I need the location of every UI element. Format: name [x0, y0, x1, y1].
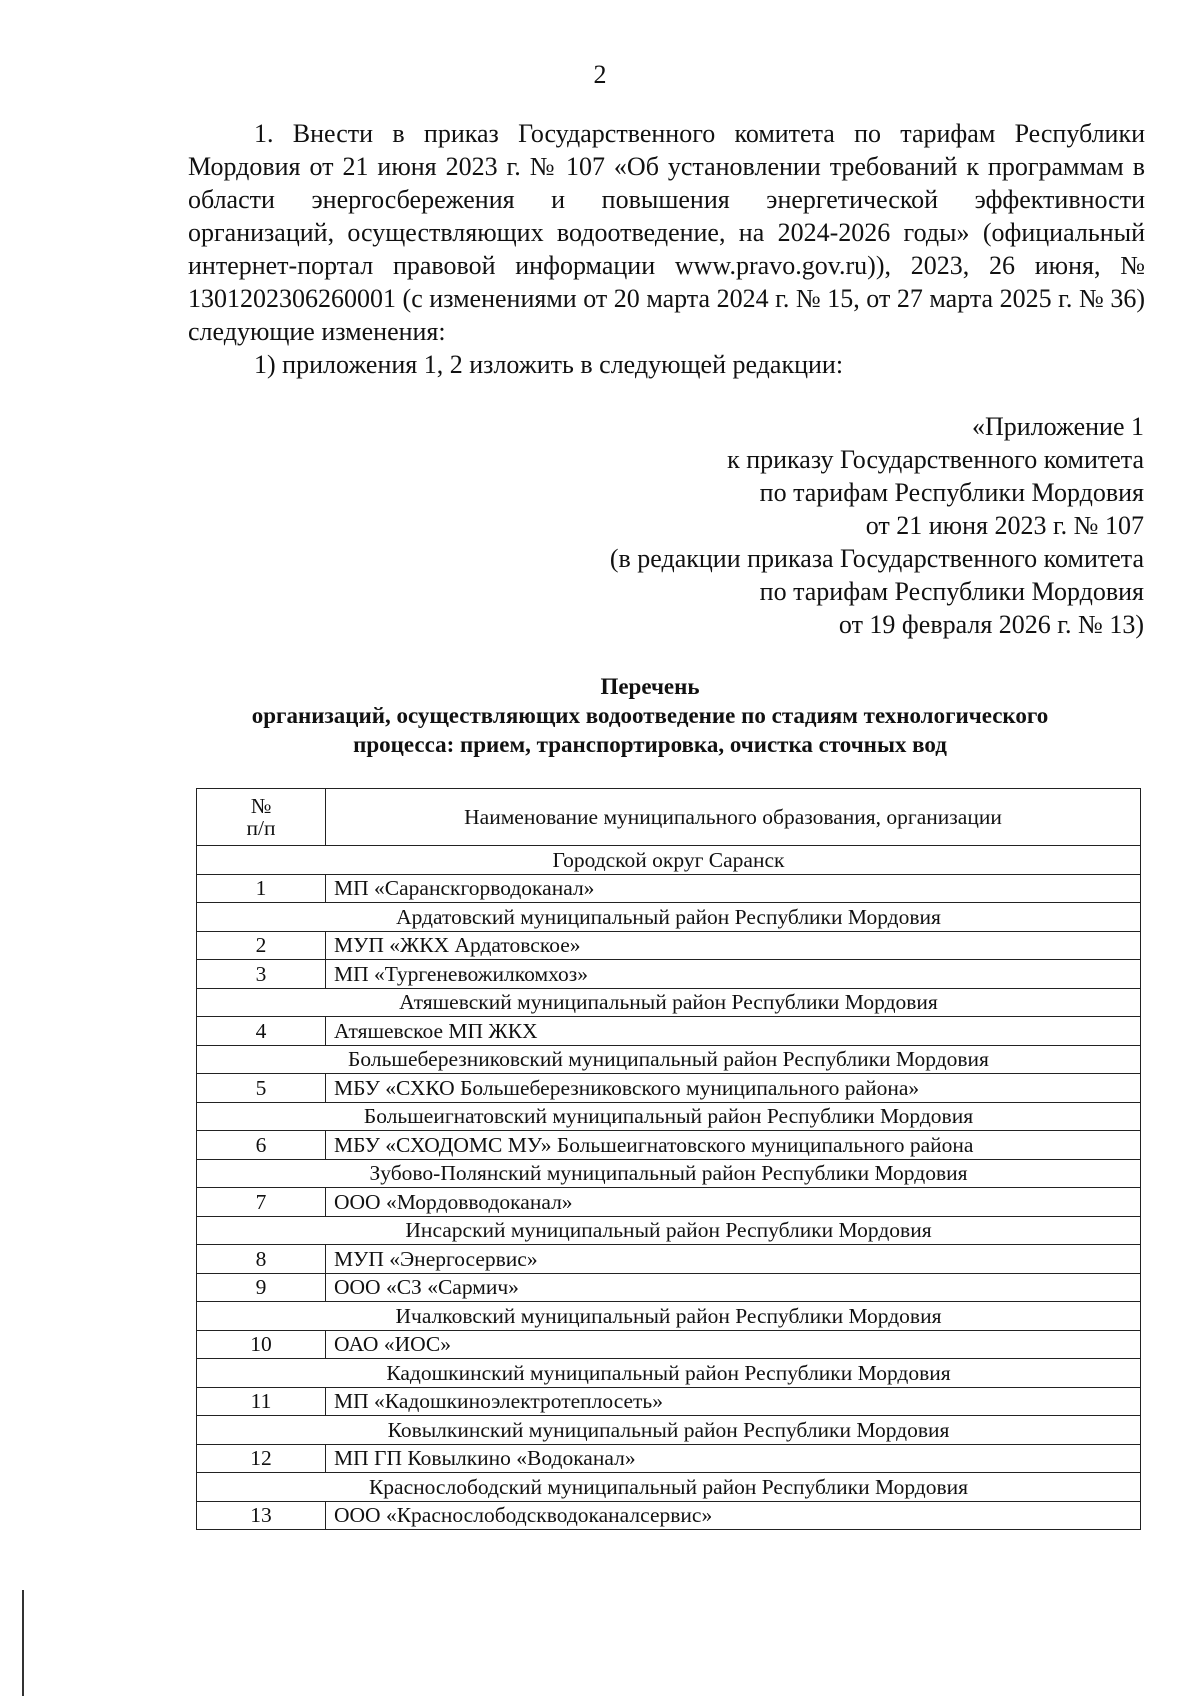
organization-name: МУП «Энергосервис»: [326, 1245, 1141, 1274]
appendix-line: «Приложение 1: [971, 412, 1144, 441]
district-name: Атяшевский муниципальный район Республики Мордовия: [197, 988, 1141, 1017]
organization-name: ООО «Мордовводоканал»: [326, 1188, 1141, 1217]
row-number: 9: [197, 1273, 326, 1302]
appendix-line: к приказу Государственного комитета: [727, 445, 1144, 474]
district-name: Ичалковский муниципальный район Республики Мордовия: [197, 1302, 1141, 1331]
district-name: Городской округ Саранск: [197, 846, 1141, 875]
organization-name: МП «Кадошкиноэлектротеплосеть»: [326, 1387, 1141, 1416]
table-row: [197, 1387, 1141, 1416]
table-row: [197, 931, 1141, 960]
header-number: [197, 789, 326, 846]
district-row: [197, 1102, 1141, 1131]
header-name: Наименование муниципального образования, организации: [326, 789, 1141, 846]
appendix-line: по тарифам Республики Мордовия: [759, 577, 1144, 606]
row-number: 6: [197, 1131, 326, 1160]
district-row: [197, 1216, 1141, 1245]
table-header-row: [197, 789, 1141, 846]
appendix-line: от 19 февраля 2026 г. № 13): [838, 610, 1144, 639]
header-number-line: №: [250, 794, 272, 818]
district-name: Большеберезниковский муниципальный район Республики Мордовия: [197, 1045, 1141, 1074]
row-number: 1: [197, 874, 326, 903]
table-row: [197, 1444, 1141, 1473]
district-name: Краснослободский муниципальный район Республики Мордовия: [197, 1473, 1141, 1502]
table-row: [197, 874, 1141, 903]
row-number: 10: [197, 1330, 326, 1359]
district-row: [197, 1045, 1141, 1074]
table-row: [197, 1074, 1141, 1103]
table-row: [197, 1501, 1141, 1530]
row-number: 5: [197, 1074, 326, 1103]
district-row: [197, 903, 1141, 932]
row-number: 7: [197, 1188, 326, 1217]
organization-name: ООО «СЗ «Сармич»: [326, 1273, 1141, 1302]
district-row: [197, 1359, 1141, 1388]
appendix-heading: [444, 410, 1144, 641]
organizations-table: [196, 788, 1141, 1530]
district-name: Кадошкинский муниципальный район Республики Мордовия: [197, 1359, 1141, 1388]
table-row: [197, 1330, 1141, 1359]
amendment-item-paragraph: 1) приложения 1, 2 изложить в следующей редакции:: [254, 350, 844, 379]
organization-name: Атяшевское МП ЖКХ: [326, 1017, 1141, 1046]
table-row: [197, 1188, 1141, 1217]
organization-name: МУП «ЖКХ Ардатовское»: [326, 931, 1141, 960]
table-row: [197, 1131, 1141, 1160]
organization-name: МБУ «СХКО Большеберезниковского муниципального района»: [326, 1074, 1141, 1103]
row-number: 2: [197, 931, 326, 960]
organization-name: МБУ «СХОДОМС МУ» Большеигнатовского муниципального района: [326, 1131, 1141, 1160]
row-number: 8: [197, 1245, 326, 1274]
table-row: [197, 1245, 1141, 1274]
appendix-line: (в редакции приказа Государственного комитета: [609, 544, 1144, 573]
list-title-line: организаций, осуществляющих водоотведение по стадиям технологического: [251, 703, 1049, 728]
district-row: [197, 1159, 1141, 1188]
district-name: Большеигнатовский муниципальный район Республики Мордовия: [197, 1102, 1141, 1131]
header-number-line: п/п: [246, 816, 276, 840]
organization-name: ООО «Краснослободскводоканалсервис»: [326, 1501, 1141, 1530]
organization-name: МП «Саранскгорводоканал»: [326, 874, 1141, 903]
district-name: Зубово-Полянский муниципальный район Республики Мордовия: [197, 1159, 1141, 1188]
district-row: [197, 1473, 1141, 1502]
scan-margin-line: [22, 1590, 24, 1696]
organization-name: МП «Тургеневожилкомхоз»: [326, 960, 1141, 989]
list-title: [150, 672, 1150, 759]
list-title-line: Перечень: [600, 674, 700, 699]
table-row: [197, 1017, 1141, 1046]
appendix-line: по тарифам Республики Мордовия: [759, 478, 1144, 507]
amendment-text: [188, 117, 1145, 381]
district-row: [197, 1302, 1141, 1331]
appendix-line: от 21 июня 2023 г. № 107: [865, 511, 1144, 540]
amendment-paragraph: 1. Внести в приказ Государственного комитета по тарифам Республики Мордовия от 21 июня 2023 г. № 107 «Об установлении требований к программам в области энергосбережения и повышения энергетической эффективности организаций, осуществляющих водоотведение, на 2024-2026 годы» (официальный интернет-портал правовой информации www.pravo.gov.ru)), 2023, 26 июня, № 1301202306260001 (с изменениями от 20 марта 2024 г. № 15, от 27 марта 2025 г. № 36) следующие изменения:: [188, 119, 1145, 346]
district-row: [197, 988, 1141, 1017]
district-row: [197, 1416, 1141, 1445]
organization-name: МП ГП Ковылкино «Водоканал»: [326, 1444, 1141, 1473]
row-number: 3: [197, 960, 326, 989]
district-name: Инсарский муниципальный район Республики Мордовия: [197, 1216, 1141, 1245]
table-row: [197, 960, 1141, 989]
organization-name: ОАО «ИОС»: [326, 1330, 1141, 1359]
row-number: 4: [197, 1017, 326, 1046]
table-body: [197, 846, 1141, 1530]
page-number: 2: [593, 60, 607, 89]
row-number: 12: [197, 1444, 326, 1473]
row-number: 11: [197, 1387, 326, 1416]
district-name: Ардатовский муниципальный район Республики Мордовия: [197, 903, 1141, 932]
district-name: Ковылкинский муниципальный район Республики Мордовия: [197, 1416, 1141, 1445]
district-row: [197, 846, 1141, 875]
table-row: [197, 1273, 1141, 1302]
row-number: 13: [197, 1501, 326, 1530]
list-title-line: процесса: прием, транспортировка, очистка сточных вод: [353, 732, 947, 757]
